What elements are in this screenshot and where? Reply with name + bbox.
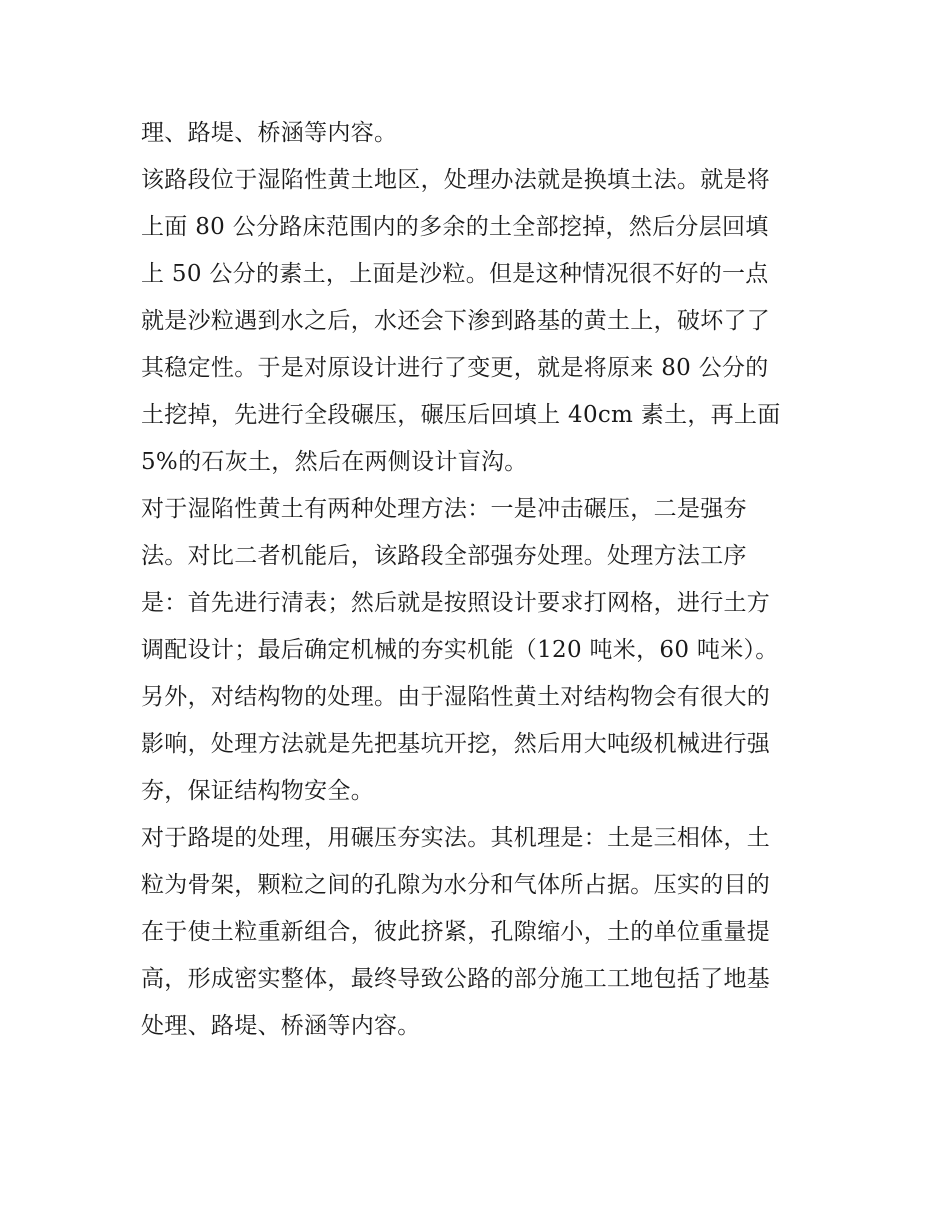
text-line: 是：首先进行清表；然后就是按照设计要求打网格，进行土方 — [141, 590, 771, 616]
text-line: 在于使土粒重新组合，彼此挤紧，孔隙缩小，土的单位重量提 — [141, 919, 771, 945]
text-line: 高，形成密实整体，最终导致公路的部分施工工地包括了地基 — [141, 966, 771, 992]
text-line: 调配设计；最后确定机械的夯实机能（120 吨米，60 吨米）。 — [141, 637, 779, 663]
text-line: 该路段位于湿陷性黄土地区，处理办法就是换填土法。就是将 — [141, 167, 771, 193]
text-line: 就是沙粒遇到水之后，水还会下渗到路基的黄土上，破坏了了 — [141, 308, 771, 334]
text-line: 理、路堤、桥涵等内容。 — [141, 120, 398, 146]
body-text — [141, 110, 821, 1050]
text-line: 另外，对结构物的处理。由于湿陷性黄土对结构物会有很大的 — [141, 684, 771, 710]
text-line: 上面 80 公分路床范围内的多余的土全部挖掉，然后分层回填 — [141, 214, 769, 240]
text-line: 对于路堤的处理，用碾压夯实法。其机理是：土是三相体，土 — [141, 825, 771, 851]
text-line: 处理、路堤、桥涵等内容。 — [141, 1013, 421, 1039]
text-line: 土挖掉，先进行全段碾压，碾压后回填上 40cm 素土，再上面 — [141, 402, 781, 428]
text-line: 上 50 公分的素土，上面是沙粒。但是这种情况很不好的一点 — [141, 261, 769, 287]
text-line: 其稳定性。于是对原设计进行了变更，就是将原来 80 公分的 — [141, 355, 769, 381]
text-line: 粒为骨架，颗粒之间的孔隙为水分和气体所占据。压实的目的 — [141, 872, 771, 898]
text-line: 对于湿陷性黄土有两种处理方法：一是冲击碾压，二是强夯 — [141, 496, 747, 522]
text-line: 法。对比二者机能后，该路段全部强夯处理。处理方法工序 — [141, 543, 747, 569]
text-line: 5%的石灰土，然后在两侧设计盲沟。 — [141, 449, 528, 475]
text-line: 影响，处理方法就是先把基坑开挖，然后用大吨级机械进行强 — [141, 731, 771, 757]
text-line: 夯，保证结构物安全。 — [141, 778, 374, 804]
